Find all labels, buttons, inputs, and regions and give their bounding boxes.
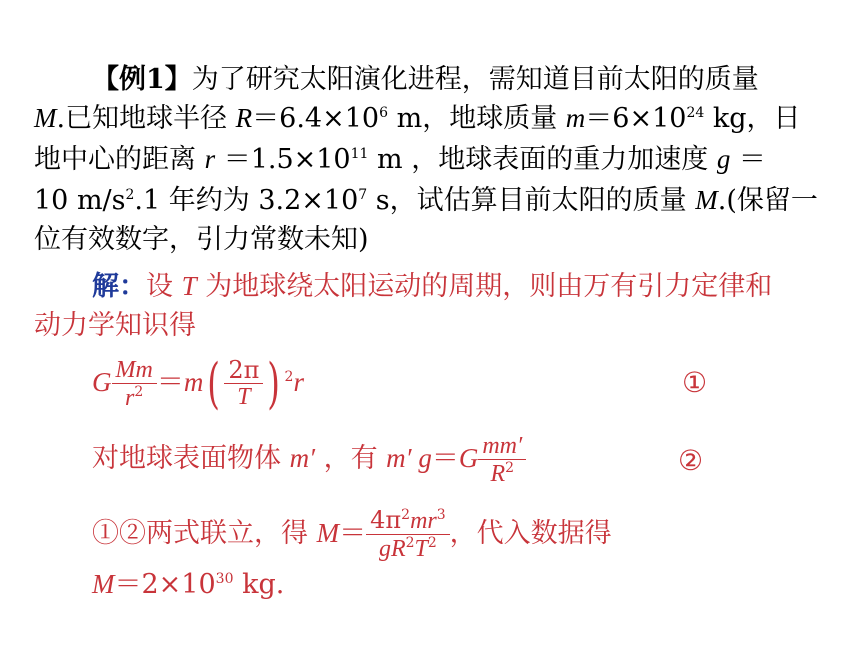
solution-line-1: 解：设 T 为地球绕太阳运动的周期，则由万有引力定律和 bbox=[92, 271, 773, 302]
solution-label: 解： bbox=[92, 271, 146, 302]
fraction-mm-over-r2: $\frac{Mm}{r^2}$ bbox=[112, 357, 157, 411]
problem-line-3: 地中心的距离 $r =1.5\times 10^{11}$ m ，地球表面的重力加速度 g ＝ bbox=[34, 144, 766, 175]
left-paren: ( bbox=[207, 351, 221, 415]
fraction-mass-formula: $\frac{4\pi^2mr^3}{gR^2T^2}$ bbox=[366, 507, 450, 562]
example-label: 【例1】 bbox=[92, 64, 192, 95]
problem-line-5: 位有效数字，引力常数未知) bbox=[34, 224, 369, 255]
equation-2: 对地球表面物体 m′ ，有 m′ g＝G $\frac{mm'}{R^2}$ bbox=[92, 426, 526, 491]
equation-2-tag: ② bbox=[678, 444, 704, 477]
problem-line-4: 10 $m/s^2.1$ 年约为 $3.2\times 10^7$ s，试估算目前太阳的质量 M.(保留一 bbox=[34, 185, 818, 216]
fraction-mm-prime-over-r2: $\frac{mm'}{R^2}$ bbox=[478, 433, 526, 487]
fraction-2pi-over-t: $\frac{2\pi}{T}$ bbox=[224, 357, 263, 410]
right-paren: ) bbox=[267, 351, 281, 415]
equation-1: G $\frac{Mm}{r^2}$ ＝m( $\frac{2\pi}{T}$ ) $^2$r bbox=[92, 351, 304, 415]
problem-line-1: 【例1】为了研究太阳演化进程，需知道目前太阳的质量 bbox=[92, 64, 759, 95]
equation-3: ①②两式联立，得 M＝ $\frac{4\pi^2mr^3}{gR^2T^2}$ ，代入数据得 bbox=[92, 506, 612, 562]
equation-1-tag: ① bbox=[682, 366, 708, 399]
solution-line-2: 动力学知识得 bbox=[34, 310, 196, 341]
answer-line: $M=2\times 10^{30}$ kg. bbox=[92, 569, 285, 600]
problem-line-2: M.已知地球半径 $R=6.4\times 10^6$ m，地球质量 $m=6\times 10^{24}$ kg，日 bbox=[34, 103, 801, 134]
